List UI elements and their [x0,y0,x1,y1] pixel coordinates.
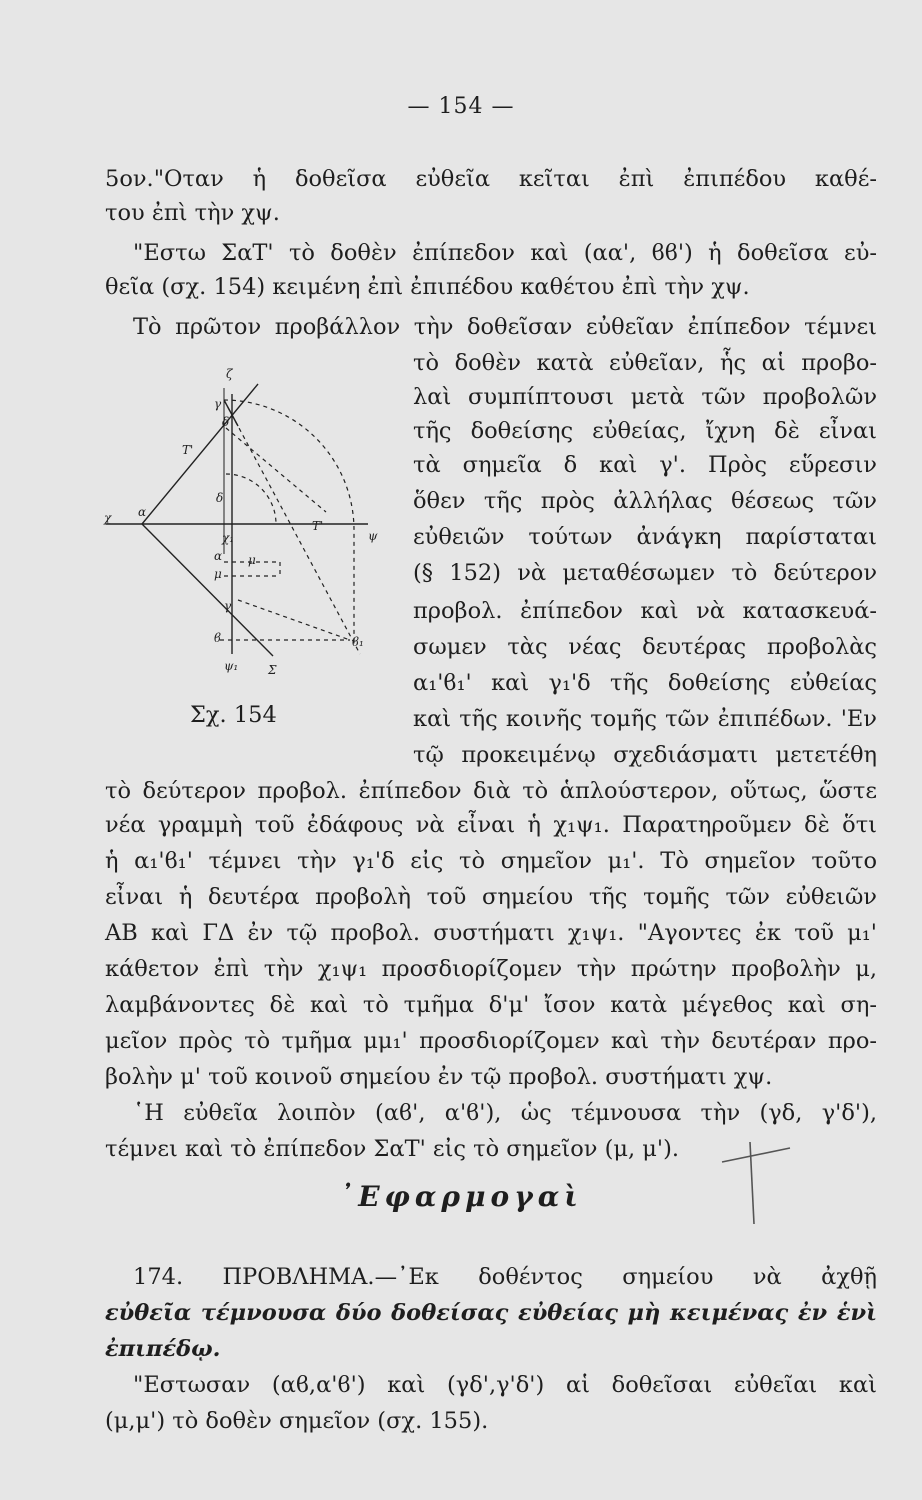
text-line: ῾Η εὐθεῖα λοιπὸν (αϐ', α'ϐ'), ὡς τέμνουσα τὴν (γδ, γ'δ'), [133,1100,877,1126]
text-line: α₁'ϐ₁' καὶ γ₁'δ τῆς δοθείσης εὐθείας [413,670,877,696]
trace-line-lower [142,524,273,656]
text-line: ΑΒ καὶ ΓΔ ἐν τῷ προβολ. συστήματι χ₁ψ₁. "Αγοντες ἐκ τοῦ μ₁' [105,920,877,946]
text-line: (μ,μ') τὸ δοθὲν σημεῖον (σχ. 155). [105,1408,489,1434]
text-line: λαὶ συμπίπτουσι μετὰ τῶν προβολῶν [413,384,877,410]
text-line: του ἐπὶ τὴν χψ. [105,200,280,226]
text-line: θεῖα (σχ. 154) κειμένη ἐπὶ ἐπιπέδου καθέτου ἐπὶ τὴν χψ. [105,274,750,300]
problem-line: εὐθεῖα τέμνουσα δύο δοθείσας εὐθείας μὴ κειμένας ἐν ἑνὶ [105,1300,877,1326]
label: Τ' [182,443,194,457]
label: ϐ₁ [352,635,364,649]
text-line: τῆς δοθείσης εὐθείας, ἴχνη δὲ εἶναι [413,418,877,444]
label: ϐ [214,631,221,645]
label: δ [222,415,230,429]
label: γ [214,397,222,411]
text-line: νέα γραμμὴ τοῦ ἐδάφους νὰ εἶναι ἡ χ₁ψ₁. Παρατηροῦμεν δὲ ὅτι [105,812,877,838]
label: γ [224,599,232,613]
label: μ [248,553,256,567]
label: α [214,549,223,563]
text-line: τὰ σημεῖα δ καὶ γ'. Πρὸς εὕρεσιν [413,452,877,478]
text-line: εἶναι ἡ δευτέρα προβολὴ τοῦ σημείου τῆς τομῆς τῶν εὐθειῶν [105,884,877,910]
dashed-line [224,400,360,654]
text-line: "Εστω ΣαΤ' τὸ δοθὲν ἐπίπεδον καὶ (αα', ϐϐ') ἡ δοθεῖσα εὐ- [133,240,877,266]
text-line: τὸ δεύτερον προβολ. ἐπίπεδον διὰ τὸ ἁπλούστερον, οὕτως, ὥστε [105,778,877,804]
trace-line-upper [142,384,258,524]
problem-line: ἐπιπέδῳ. [105,1336,221,1362]
text-line: 5ον."Οταν ἡ δοθεῖσα εὐθεῖα κεῖται ἐπὶ ἐπιπέδου καθέ- [105,166,877,192]
text-line: ὅθεν τῆς πρὸς ἀλλήλας θέσεως τῶν [413,488,877,514]
text-line: Τὸ πρῶτον προβάλλον τὴν δοθεῖσαν εὐθεῖαν ἐπίπεδον τέμνει [133,314,877,340]
text-line: τὸ δοθὲν κατὰ εὐθεῖαν, ἧς αἱ προβο- [413,350,877,376]
section-heading: ᾿Εφαρμογαὶ [339,1180,583,1213]
label: μ [214,567,222,581]
label: χ [104,511,112,525]
text-line: καὶ τῆς κοινῆς τομῆς τῶν ἐπιπέδων. 'Εν [413,706,877,732]
text-line: τῷ προκειμένῳ σχεδιάσματι μετετέθη [413,742,877,768]
dashed-arc-small [226,474,276,524]
page-number: — 154 — [407,94,515,119]
text-line: ἡ α₁'ϐ₁' τέμνει τὴν γ₁'δ εἰς τὸ σημεῖον μ₁'. Τὸ σημεῖον τοῦτο [105,848,877,874]
problem-line: 174. ΠΡΟΒΛΗΜΑ.—᾿Εκ δοθέντος σημείου νὰ ἀχθῇ [133,1264,877,1290]
label: ψ [368,529,378,543]
text-line: μεῖον πρὸς τὸ τμῆμα μμ₁' προσδιορίζομεν καὶ τὴν δευτέραν προ- [105,1028,877,1054]
label: χ₁ [222,531,235,545]
label: Τ' [312,519,324,533]
label: δ [216,491,224,505]
dashed-line-2 [226,428,326,512]
dashed-line-3 [238,600,350,640]
text-line: εὐθειῶν τούτων ἀνάγκη παρίσταται [413,524,877,550]
label: α [138,505,147,519]
text-line: βολὴν μ' τοῦ κοινοῦ σημείου ἐν τῷ προβολ. συστήματι χψ. [105,1064,773,1090]
text-line: "Εστωσαν (αϐ,α'ϐ') καὶ (γδ',γ'δ') αἱ δοθεῖσαι εὐθεῖαι καὶ [133,1372,877,1398]
text-line: προβολ. ἐπίπεδον καὶ νὰ κατασκευά- [413,598,877,624]
figure-154 [98,364,398,694]
text-line: λαμβάνοντες δὲ καὶ τὸ τμῆμα δ'μ' ἴσον κατὰ μέγεθος καὶ ση- [105,992,877,1018]
text-line: (§ 152) νὰ μεταθέσωμεν τὸ δεύτερον [413,560,877,586]
text-line: τέμνει καὶ τὸ ἐπίπεδον ΣαΤ' εἰς τὸ σημεῖον (μ, μ'). [105,1136,680,1162]
text-line: σωμεν τὰς νέας δευτέρας προβολὰς [413,634,877,660]
label: Σ [268,663,277,677]
label: ψ₁ [224,659,239,673]
figure-caption: Σχ. 154 [190,702,277,728]
label: ζ [226,367,233,381]
text-line: κάθετον ἐπὶ τὴν χ₁ψ₁ προσδιορίζομεν τὴν πρώτην προβολὴν μ, [105,956,877,982]
